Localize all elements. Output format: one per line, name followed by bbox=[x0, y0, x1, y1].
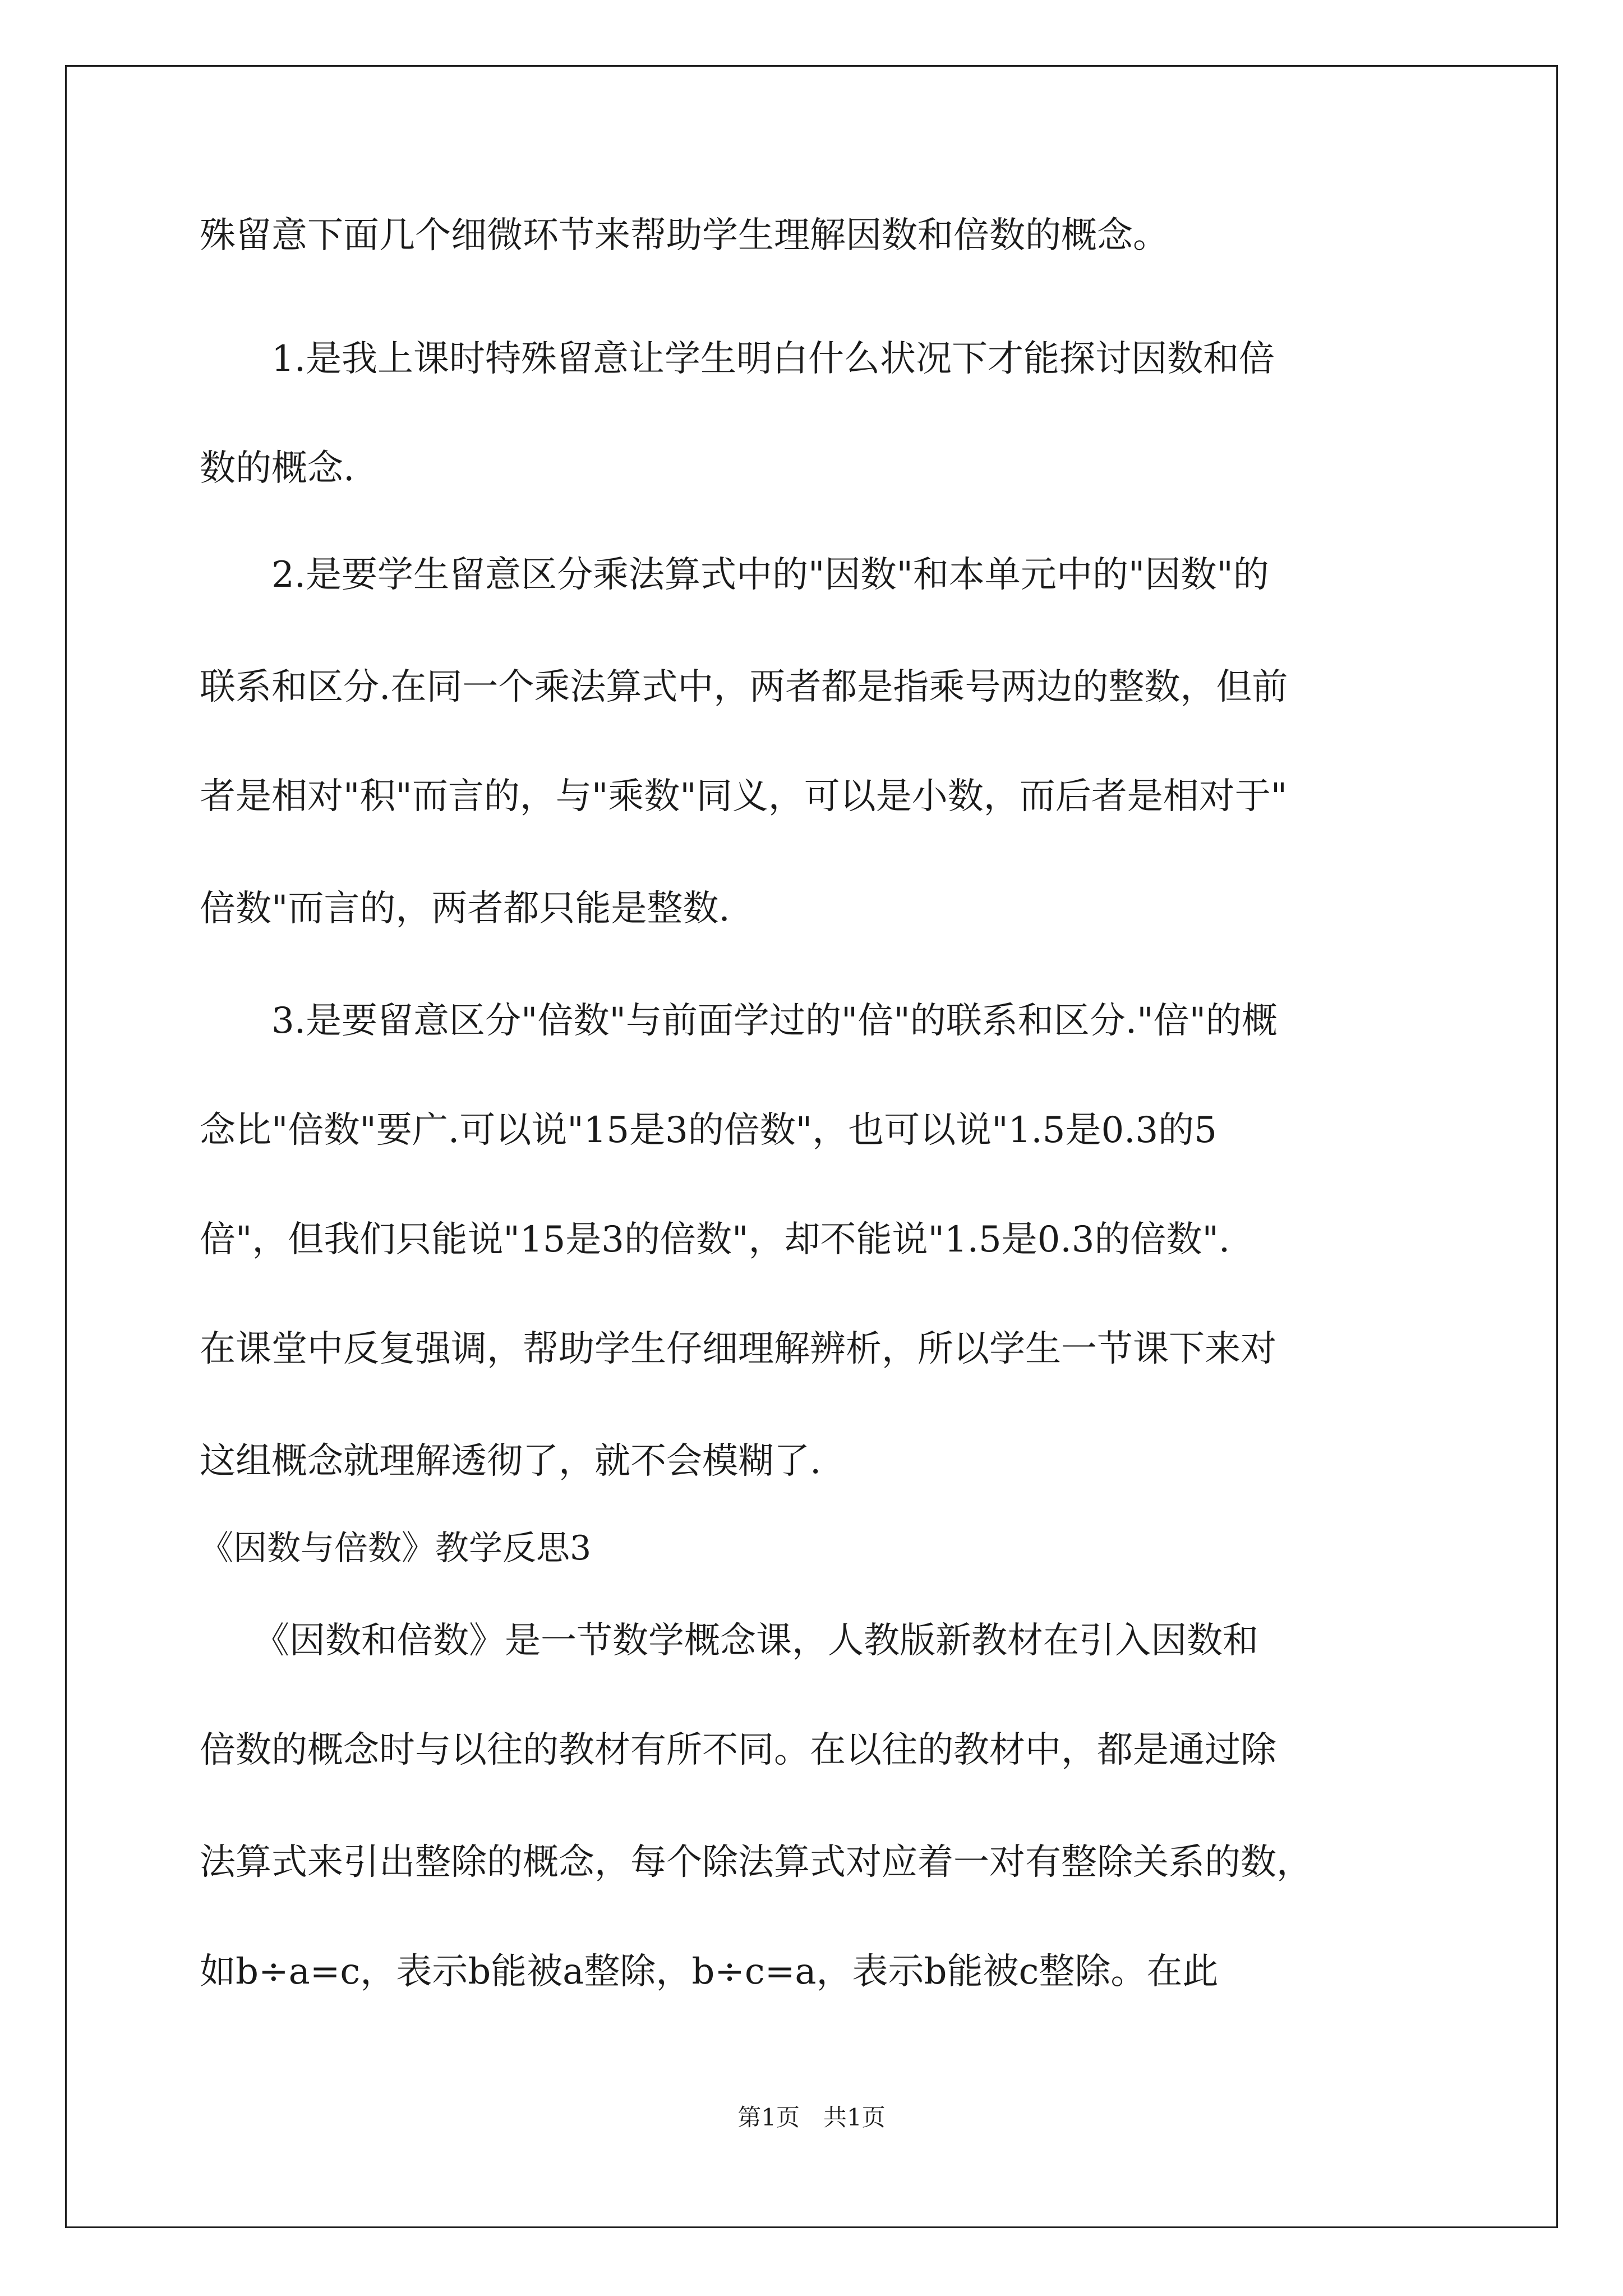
paragraph-line: 《因数和倍数》是一节数学概念课，人教版新教材在引入因数和 bbox=[200, 1620, 1258, 1662]
paragraph-line: 倍数的概念时与以往的教材有所不同。在以往的教材中，都是通过除 bbox=[200, 1729, 1276, 1771]
paragraph-line: 数的概念. bbox=[200, 448, 355, 489]
section-heading: 《因数与倍数》教学反思3 bbox=[200, 1529, 592, 1568]
page-footer: 第1页 共1页 bbox=[737, 2104, 886, 2131]
paragraph-line: 这组概念就理解透彻了，就不会模糊了. bbox=[200, 1441, 822, 1482]
paragraph-line: 殊留意下面几个细微环节来帮助学生理解因数和倍数的概念。 bbox=[200, 215, 1169, 256]
paragraph-line: 倍数"而言的，两者都只能是整数. bbox=[200, 888, 730, 930]
paragraph-line: 2.是要学生留意区分乘法算式中的"因数"和本单元中的"因数"的 bbox=[200, 554, 1269, 596]
paragraph-line: 如b÷a=c，表示b能被a整除，b÷c=a，表示b能被c整除。在此 bbox=[200, 1951, 1219, 1993]
paragraph-line: 念比"倍数"要广.可以说"15是3的倍数"，也可以说"1.5是0.3的5 bbox=[200, 1110, 1217, 1151]
paragraph-line: 法算式来引出整除的概念，每个除法算式对应着一对有整除关系的数， bbox=[200, 1842, 1312, 1883]
paragraph-line: 3.是要留意区分"倍数"与前面学过的"倍"的联系和区分."倍"的概 bbox=[200, 1000, 1278, 1042]
paragraph-line: 联系和区分.在同一个乘法算式中，两者都是指乘号两边的整数，但前 bbox=[200, 666, 1288, 708]
paragraph-line: 在课堂中反复强调，帮助学生仔细理解辨析，所以学生一节课下来对 bbox=[200, 1328, 1276, 1370]
paragraph-line: 者是相对"积"而言的，与"乘数"同义，可以是小数，而后者是相对于" bbox=[200, 776, 1288, 817]
paragraph-line: 倍"，但我们只能说"15是3的倍数"，却不能说"1.5是0.3的倍数". bbox=[200, 1219, 1230, 1260]
paragraph-line: 1.是我上课时特殊留意让学生明白什么状况下才能探讨因数和倍 bbox=[200, 338, 1275, 380]
